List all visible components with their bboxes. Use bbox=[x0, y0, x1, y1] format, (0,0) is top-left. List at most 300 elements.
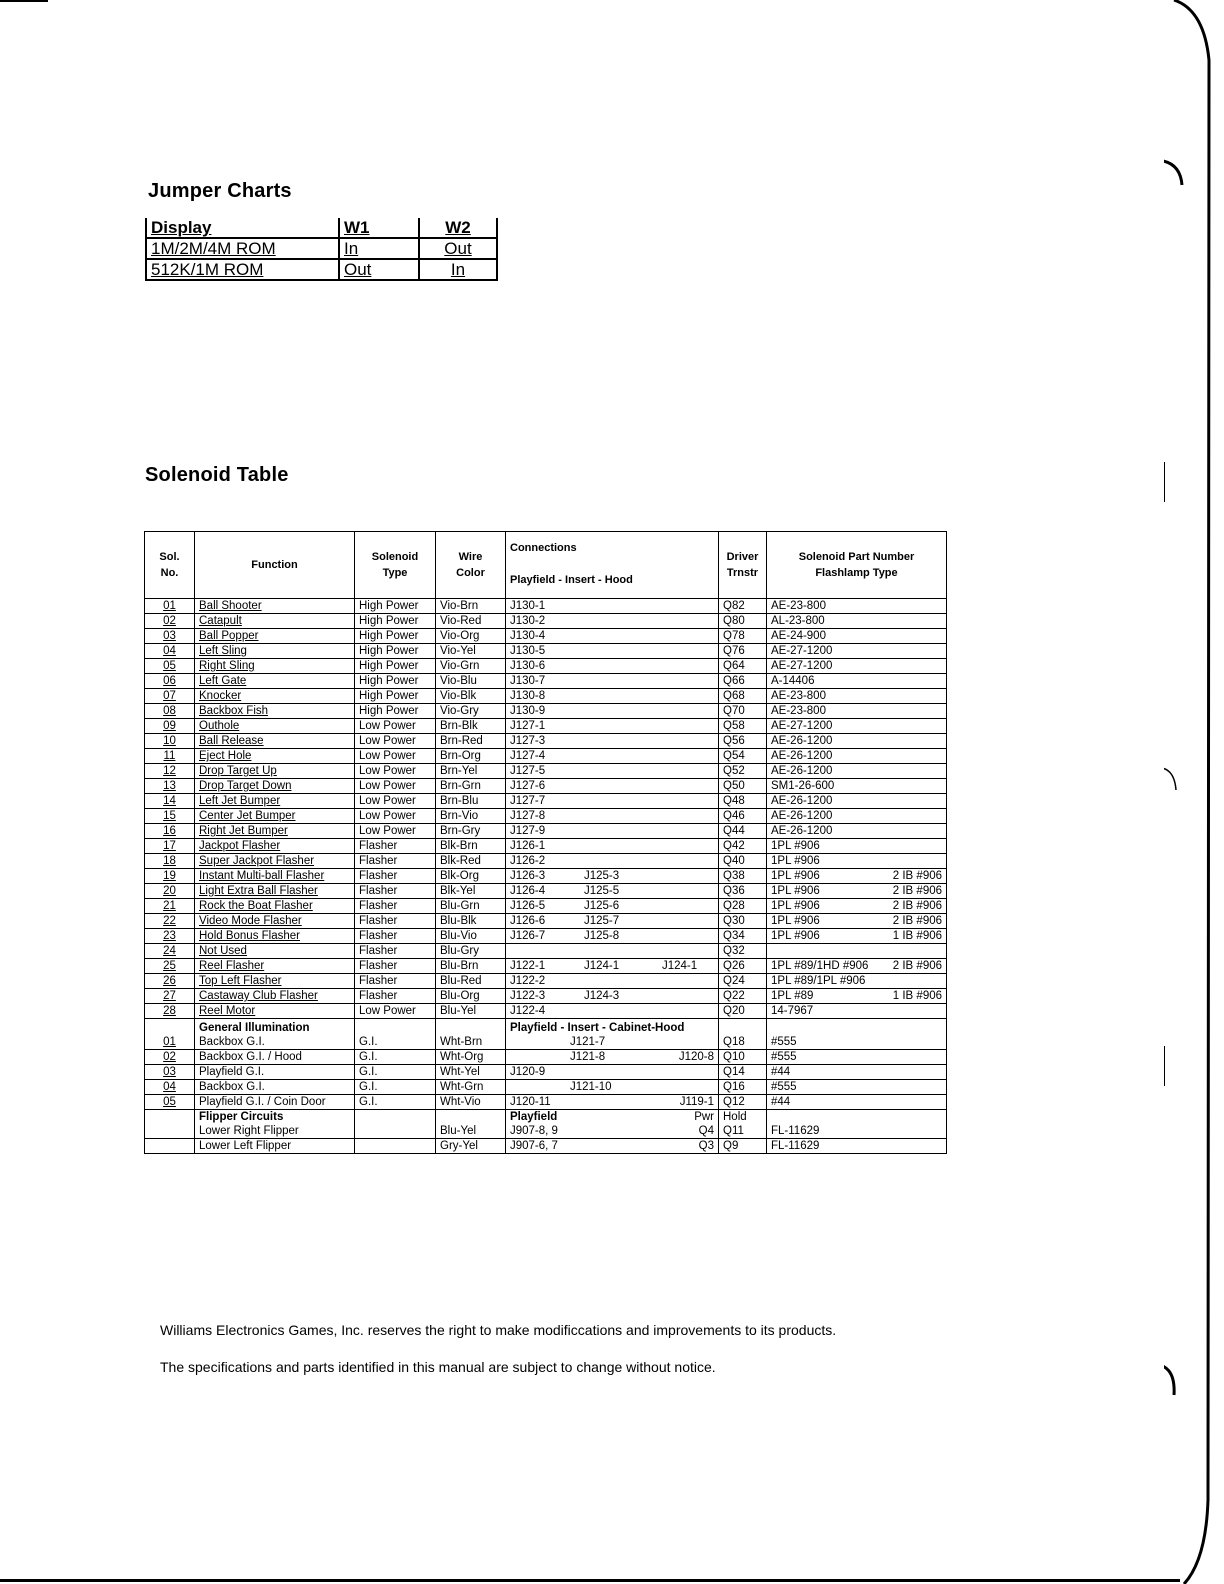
gi-row bbox=[145, 1019, 947, 1050]
solenoid-row bbox=[145, 809, 947, 824]
wire-color-cell: Blu-Gry bbox=[436, 944, 506, 959]
part-number-cell bbox=[767, 959, 947, 974]
connection-value: J125-6 bbox=[584, 900, 620, 912]
function-cell: Jackpot Flasher bbox=[195, 839, 355, 854]
solenoid-type-cell: Flasher bbox=[355, 854, 436, 869]
part-number-cell bbox=[767, 809, 947, 824]
driver-cell: Q34 bbox=[719, 929, 767, 944]
flipper-pwr-heading: Pwr bbox=[694, 1111, 714, 1123]
connection-value bbox=[662, 644, 712, 658]
jumper-header-display: Display bbox=[146, 218, 339, 238]
function-cell: Backbox Fish bbox=[195, 704, 355, 719]
gi-no-cell: 03 bbox=[145, 1065, 195, 1080]
connection-value: J124-3 bbox=[584, 990, 620, 1002]
solenoid-row bbox=[145, 779, 947, 794]
sol-no-cell: 15 bbox=[145, 809, 195, 824]
gi-no-cell: 02 bbox=[145, 1050, 195, 1065]
connection-value bbox=[510, 1050, 570, 1064]
solenoid-type-cell: Flasher bbox=[355, 959, 436, 974]
sol-no-cell: 05 bbox=[145, 659, 195, 674]
sol-no-cell: 13 bbox=[145, 779, 195, 794]
driver-cell: Q28 bbox=[719, 899, 767, 914]
sol-no-cell: 10 bbox=[145, 734, 195, 749]
connection-value bbox=[662, 689, 712, 703]
solenoid-row bbox=[145, 839, 947, 854]
gi-function-cell: Backbox G.I. / Hood bbox=[195, 1050, 355, 1065]
solenoid-type-cell: Flasher bbox=[355, 869, 436, 884]
driver-cell: Q36 bbox=[719, 884, 767, 899]
wire-color-cell: Vio-Org bbox=[436, 629, 506, 644]
wire-color-cell: Blu-Blk bbox=[436, 914, 506, 929]
connection-value: J127-7 bbox=[510, 795, 546, 807]
connection-value: J126-4 bbox=[510, 885, 546, 897]
gi-type-cell: G.I. bbox=[355, 1095, 436, 1110]
function-cell: Ball Release bbox=[195, 734, 355, 749]
sol-no-cell: 12 bbox=[145, 764, 195, 779]
part-number: AE-27-1200 bbox=[771, 720, 833, 732]
solenoid-type-cell: High Power bbox=[355, 629, 436, 644]
function-cell: Left Jet Bumper bbox=[195, 794, 355, 809]
solenoid-type-cell: Low Power bbox=[355, 719, 436, 734]
solenoid-row bbox=[145, 869, 947, 884]
part-number-cell bbox=[767, 704, 947, 719]
function-cell: Center Jet Bumper bbox=[195, 809, 355, 824]
sol-no-cell: 28 bbox=[145, 1004, 195, 1019]
connection-value bbox=[662, 809, 712, 823]
part-number: AE-26-1200 bbox=[771, 750, 833, 762]
flipper-no-cell bbox=[145, 1139, 195, 1154]
connections-cell bbox=[506, 644, 719, 659]
flipper-hold-cell bbox=[719, 1139, 767, 1154]
part-number: AE-26-1200 bbox=[771, 735, 833, 747]
gi-wire-cell: Wht-Brn bbox=[436, 1019, 506, 1050]
solenoid-type-cell: High Power bbox=[355, 599, 436, 614]
connection-value: J121-8 bbox=[570, 1051, 606, 1063]
connections-cell bbox=[506, 884, 719, 899]
wire-color-cell: Brn-Org bbox=[436, 749, 506, 764]
connection-value bbox=[662, 629, 712, 643]
connection-value bbox=[662, 929, 712, 943]
connection-value: J126-6 bbox=[510, 915, 546, 927]
jumper-cell: In bbox=[339, 238, 419, 259]
connection-value bbox=[662, 704, 712, 718]
header-function: Function bbox=[195, 532, 355, 599]
driver-cell: Q38 bbox=[719, 869, 767, 884]
connections-cell bbox=[506, 1004, 719, 1019]
connection-value bbox=[670, 1065, 714, 1079]
flipper-type-cell bbox=[355, 1110, 436, 1139]
sol-no-cell: 01 bbox=[145, 599, 195, 614]
wire-color-cell: Blu-Yel bbox=[436, 1004, 506, 1019]
solenoid-type-cell: Low Power bbox=[355, 1004, 436, 1019]
connection-value: J119-1 bbox=[679, 1096, 714, 1108]
function-cell: Instant Multi-ball Flasher bbox=[195, 869, 355, 884]
jumper-header-row bbox=[146, 218, 497, 238]
gi-wire-cell: Wht-Yel bbox=[436, 1065, 506, 1080]
part-number-cell bbox=[767, 779, 947, 794]
page-edge-line bbox=[0, 0, 48, 2]
wire-color-cell: Blk-Org bbox=[436, 869, 506, 884]
function-cell: Super Jackpot Flasher bbox=[195, 854, 355, 869]
part-number-cell bbox=[767, 869, 947, 884]
connection-value: J130-5 bbox=[510, 645, 546, 657]
part-number-cell bbox=[767, 974, 947, 989]
connection-value bbox=[662, 974, 712, 988]
solenoid-row bbox=[145, 974, 947, 989]
connection-value: J125-3 bbox=[584, 870, 620, 882]
part-number: AE-27-1200 bbox=[771, 660, 833, 672]
function-cell: Ball Popper bbox=[195, 629, 355, 644]
flipper-hold-cell bbox=[719, 1110, 767, 1139]
connections-cell bbox=[506, 599, 719, 614]
gi-function: Backbox G.I. bbox=[199, 1036, 265, 1048]
connection-value bbox=[584, 839, 662, 853]
flipper-pwr-transistor: Q4 bbox=[698, 1125, 714, 1137]
connection-value: J127-9 bbox=[510, 825, 546, 837]
connection-value: J126-1 bbox=[510, 840, 546, 852]
connection-value bbox=[584, 644, 662, 658]
header-part-number: Solenoid Part Number Flashlamp Type bbox=[767, 532, 947, 599]
connection-value bbox=[662, 794, 712, 808]
connection-value bbox=[662, 839, 712, 853]
flipper-function-cell bbox=[195, 1110, 355, 1139]
wire-color-cell: Blk-Yel bbox=[436, 884, 506, 899]
solenoid-type-cell: Low Power bbox=[355, 749, 436, 764]
solenoid-row bbox=[145, 1004, 947, 1019]
connection-value bbox=[584, 734, 662, 748]
wire-color-cell: Brn-Blk bbox=[436, 719, 506, 734]
connections-cell bbox=[506, 779, 719, 794]
solenoid-type-cell: Flasher bbox=[355, 914, 436, 929]
jumper-cell: In bbox=[419, 259, 497, 280]
solenoid-type-cell: Low Power bbox=[355, 824, 436, 839]
flashlamp-extra: 2 IB #906 bbox=[892, 870, 942, 882]
connections-cell bbox=[506, 989, 719, 1004]
connection-value: J120-11 bbox=[510, 1096, 551, 1108]
solenoid-type-cell: Flasher bbox=[355, 884, 436, 899]
sol-no-cell: 26 bbox=[145, 974, 195, 989]
function-cell: Right Sling bbox=[195, 659, 355, 674]
jumper-row bbox=[146, 259, 497, 280]
wire-color-cell: Vio-Gry bbox=[436, 704, 506, 719]
part-number: 1PL #906 bbox=[771, 855, 820, 867]
connection-value bbox=[662, 599, 712, 613]
driver-cell: Q58 bbox=[719, 719, 767, 734]
connection-value: J126-7 bbox=[510, 930, 546, 942]
connections-cell bbox=[506, 749, 719, 764]
connections-cell bbox=[506, 959, 719, 974]
flipper-part-number: FL-11629 bbox=[771, 1140, 820, 1152]
gi-heading: General Illumination bbox=[199, 1022, 310, 1034]
gi-wire-cell: Wht-Vio bbox=[436, 1095, 506, 1110]
gi-row bbox=[145, 1095, 947, 1110]
jumper-cell: 1M/2M/4M ROM bbox=[146, 238, 339, 259]
wire-color-cell: Vio-Blu bbox=[436, 674, 506, 689]
part-number-cell bbox=[767, 929, 947, 944]
part-number: AE-26-1200 bbox=[771, 810, 833, 822]
connection-value bbox=[670, 1035, 714, 1049]
part-number-cell bbox=[767, 854, 947, 869]
function-cell: Video Mode Flasher bbox=[195, 914, 355, 929]
connection-value bbox=[662, 989, 712, 1003]
solenoid-type-cell: High Power bbox=[355, 659, 436, 674]
connection-value: J126-5 bbox=[510, 900, 546, 912]
connection-value bbox=[662, 869, 712, 883]
part-number: AE-27-1200 bbox=[771, 645, 833, 657]
connection-value: J121-10 bbox=[570, 1081, 612, 1093]
jumper-cell: Out bbox=[339, 259, 419, 280]
part-number-cell bbox=[767, 944, 947, 959]
wire-color-cell: Vio-Red bbox=[436, 614, 506, 629]
gi-type-cell: G.I. bbox=[355, 1050, 436, 1065]
driver-cell: Q66 bbox=[719, 674, 767, 689]
connection-value bbox=[570, 1065, 670, 1079]
connection-value bbox=[584, 629, 662, 643]
part-number-cell bbox=[767, 899, 947, 914]
solenoid-type-cell: Flasher bbox=[355, 974, 436, 989]
connection-value: J127-1 bbox=[510, 720, 546, 732]
solenoid-type-cell: High Power bbox=[355, 689, 436, 704]
solenoid-type-cell: Flasher bbox=[355, 899, 436, 914]
connection-value: J125-8 bbox=[584, 930, 620, 942]
driver-cell: Q32 bbox=[719, 944, 767, 959]
part-number-cell bbox=[767, 659, 947, 674]
connection-value bbox=[584, 599, 662, 613]
driver-cell: Q64 bbox=[719, 659, 767, 674]
gi-no-cell: 01 bbox=[145, 1019, 195, 1050]
footer-notice: The specifications and parts identified in this manual are subject to change without notice. bbox=[160, 1359, 716, 1375]
part-number: AE-26-1200 bbox=[771, 765, 833, 777]
solenoid-type-cell: Flasher bbox=[355, 929, 436, 944]
part-number-cell bbox=[767, 989, 947, 1004]
solenoid-type-cell: High Power bbox=[355, 704, 436, 719]
gi-lamp-cell: #555 bbox=[767, 1050, 947, 1065]
flipper-connections-cell bbox=[506, 1139, 719, 1154]
function-cell: Hold Bonus Flasher bbox=[195, 929, 355, 944]
function-cell: Rock the Boat Flasher bbox=[195, 899, 355, 914]
connection-value bbox=[662, 749, 712, 763]
gi-type-cell: G.I. bbox=[355, 1065, 436, 1080]
wire-color-cell: Blu-Org bbox=[436, 989, 506, 1004]
connection-value bbox=[584, 614, 662, 628]
connection-value bbox=[584, 719, 662, 733]
connection-value bbox=[570, 1095, 670, 1109]
flipper-row bbox=[145, 1110, 947, 1139]
sol-no-cell: 08 bbox=[145, 704, 195, 719]
connection-value: J127-6 bbox=[510, 780, 546, 792]
connection-value: J127-4 bbox=[510, 750, 546, 762]
connections-cell bbox=[506, 824, 719, 839]
part-number: 1PL #906 bbox=[771, 930, 820, 942]
sol-no-cell: 18 bbox=[145, 854, 195, 869]
wire-color-cell: Blu-Red bbox=[436, 974, 506, 989]
flipper-connection: J907-6, 7 bbox=[510, 1140, 558, 1152]
solenoid-type-cell: Low Power bbox=[355, 779, 436, 794]
connection-value bbox=[584, 809, 662, 823]
wire-color-cell: Brn-Vio bbox=[436, 809, 506, 824]
flipper-connection: J907-8, 9 bbox=[510, 1125, 558, 1137]
jumper-row bbox=[146, 238, 497, 259]
gi-function-cell bbox=[195, 1019, 355, 1050]
driver-cell: Q20 bbox=[719, 1004, 767, 1019]
connection-value: J122-3 bbox=[510, 990, 546, 1002]
connection-value bbox=[662, 674, 712, 688]
part-number: SM1-26-600 bbox=[771, 780, 835, 792]
flipper-hold-transistor: Q11 bbox=[723, 1125, 744, 1137]
connection-value bbox=[510, 1035, 570, 1049]
flipper-function: Lower Right Flipper bbox=[199, 1125, 299, 1137]
sol-no-cell: 14 bbox=[145, 794, 195, 809]
connection-value: J122-1 bbox=[510, 960, 546, 972]
flashlamp-extra: 2 IB #906 bbox=[892, 915, 942, 927]
solenoid-header-row bbox=[145, 532, 947, 599]
connection-value bbox=[662, 734, 712, 748]
driver-cell: Q48 bbox=[719, 794, 767, 809]
wire-color-cell: Vio-Grn bbox=[436, 659, 506, 674]
part-number-cell bbox=[767, 764, 947, 779]
part-number-cell bbox=[767, 824, 947, 839]
connection-value bbox=[584, 749, 662, 763]
solenoid-type-cell: High Power bbox=[355, 644, 436, 659]
solenoid-row bbox=[145, 599, 947, 614]
gi-lamp-cell: #555 bbox=[767, 1019, 947, 1050]
connection-value: J130-7 bbox=[510, 675, 546, 687]
function-cell: Ball Shooter bbox=[195, 599, 355, 614]
gi-function-cell: Playfield G.I. / Coin Door bbox=[195, 1095, 355, 1110]
sol-no-cell: 11 bbox=[145, 749, 195, 764]
solenoid-row bbox=[145, 824, 947, 839]
gi-function-cell: Backbox G.I. bbox=[195, 1080, 355, 1095]
jumper-cell: 512K/1M ROM bbox=[146, 259, 339, 280]
jumper-cell: Out bbox=[419, 238, 497, 259]
gi-driver-cell: Q14 bbox=[719, 1065, 767, 1080]
flashlamp-extra: 1 IB #906 bbox=[892, 990, 942, 1002]
connection-value bbox=[662, 719, 712, 733]
part-number: AE-23-800 bbox=[771, 600, 826, 612]
gi-wire-cell: Wht-Org bbox=[436, 1050, 506, 1065]
connection-value bbox=[584, 674, 662, 688]
part-number-cell bbox=[767, 599, 947, 614]
connections-cell bbox=[506, 869, 719, 884]
connection-value: J125-5 bbox=[584, 885, 620, 897]
part-number-cell bbox=[767, 794, 947, 809]
connection-value: J126-2 bbox=[510, 855, 546, 867]
part-number: AE-23-800 bbox=[771, 705, 826, 717]
part-number: 1PL #89 bbox=[771, 990, 814, 1002]
connection-value bbox=[662, 779, 712, 793]
flipper-conn-heading: Playfield bbox=[510, 1111, 558, 1123]
flipper-hold-transistor: Q9 bbox=[723, 1140, 739, 1152]
solenoid-row bbox=[145, 734, 947, 749]
solenoid-row bbox=[145, 674, 947, 689]
header-driver-transistor: Driver Trnstr bbox=[719, 532, 767, 599]
connection-value bbox=[584, 974, 662, 988]
connection-value bbox=[662, 854, 712, 868]
jumper-header-w2: W2 bbox=[419, 218, 497, 238]
gi-connections-cell bbox=[506, 1095, 719, 1110]
flipper-wire-cell: Gry-Yel bbox=[436, 1139, 506, 1154]
part-number-cell bbox=[767, 689, 947, 704]
sol-no-cell: 06 bbox=[145, 674, 195, 689]
wire-color-cell: Brn-Red bbox=[436, 734, 506, 749]
solenoid-type-cell: Flasher bbox=[355, 989, 436, 1004]
function-cell: Left Sling bbox=[195, 644, 355, 659]
function-cell: Left Gate bbox=[195, 674, 355, 689]
connection-value bbox=[662, 1004, 712, 1018]
gi-type-cell: G.I. bbox=[355, 1080, 436, 1095]
connection-value: J130-6 bbox=[510, 660, 546, 672]
solenoid-row bbox=[145, 704, 947, 719]
part-number-cell bbox=[767, 629, 947, 644]
solenoid-row bbox=[145, 614, 947, 629]
jumper-charts-title: Jumper Charts bbox=[148, 180, 292, 202]
sol-no-cell: 23 bbox=[145, 929, 195, 944]
connections-cell bbox=[506, 689, 719, 704]
page-bottom-line bbox=[0, 1579, 1180, 1582]
solenoid-row bbox=[145, 959, 947, 974]
part-number: 1PL #89/1PL #906 bbox=[771, 975, 866, 987]
connection-value: J130-9 bbox=[510, 705, 546, 717]
driver-cell: Q40 bbox=[719, 854, 767, 869]
connection-value bbox=[584, 689, 662, 703]
gi-driver-cell: Q10 bbox=[719, 1050, 767, 1065]
solenoid-row bbox=[145, 944, 947, 959]
solenoid-type-cell: Low Power bbox=[355, 809, 436, 824]
flipper-heading: Flipper Circuits bbox=[199, 1111, 284, 1123]
solenoid-row bbox=[145, 659, 947, 674]
sol-no-cell: 22 bbox=[145, 914, 195, 929]
part-number: A-14406 bbox=[771, 675, 815, 687]
connection-value bbox=[584, 764, 662, 778]
driver-cell: Q26 bbox=[719, 959, 767, 974]
connection-value bbox=[584, 854, 662, 868]
connection-value bbox=[584, 659, 662, 673]
driver-cell: Q70 bbox=[719, 704, 767, 719]
part-number: AE-23-800 bbox=[771, 690, 826, 702]
connections-cell bbox=[506, 839, 719, 854]
connection-value: J124-1 bbox=[584, 960, 620, 972]
connection-value: J127-8 bbox=[510, 810, 546, 822]
driver-cell: Q56 bbox=[719, 734, 767, 749]
function-cell: Drop Target Down bbox=[195, 779, 355, 794]
part-number: 1PL #89/1HD #906 bbox=[771, 960, 869, 972]
jumper-table bbox=[145, 218, 498, 281]
gi-driver-cell: Q12 bbox=[719, 1095, 767, 1110]
function-cell: Not Used bbox=[195, 944, 355, 959]
wire-color-cell: Brn-Yel bbox=[436, 764, 506, 779]
connections-cell bbox=[506, 674, 719, 689]
connections-cell bbox=[506, 614, 719, 629]
connection-value bbox=[510, 1080, 570, 1094]
driver-cell: Q52 bbox=[719, 764, 767, 779]
driver-cell: Q30 bbox=[719, 914, 767, 929]
wire-color-cell: Vio-Brn bbox=[436, 599, 506, 614]
solenoid-row bbox=[145, 794, 947, 809]
connections-cell bbox=[506, 974, 719, 989]
function-cell: Knocker bbox=[195, 689, 355, 704]
part-number-cell bbox=[767, 1004, 947, 1019]
solenoid-type-cell: Flasher bbox=[355, 839, 436, 854]
gi-row bbox=[145, 1080, 947, 1095]
connection-value: J130-2 bbox=[510, 615, 546, 627]
connection-value: J124-1 bbox=[662, 960, 698, 972]
flipper-part-cell bbox=[767, 1139, 947, 1154]
gi-row bbox=[145, 1050, 947, 1065]
connections-cell bbox=[506, 734, 719, 749]
connections-cell bbox=[506, 944, 719, 959]
gi-function-cell: Playfield G.I. bbox=[195, 1065, 355, 1080]
connection-value bbox=[584, 1004, 662, 1018]
